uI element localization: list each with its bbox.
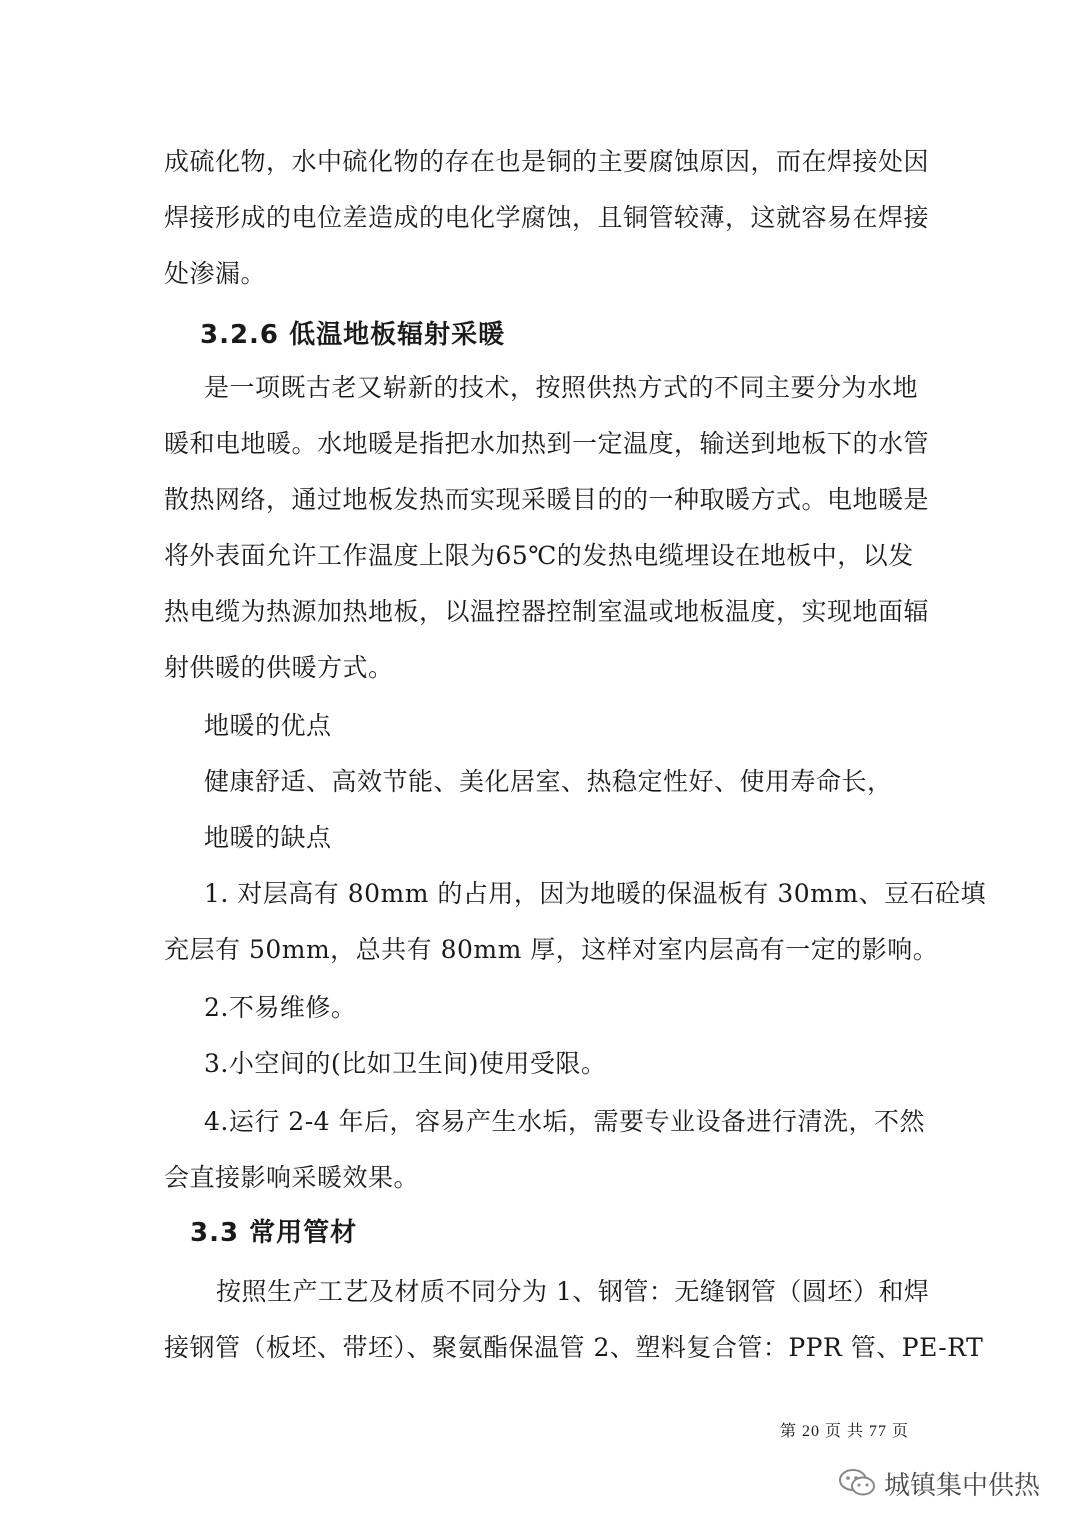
section-heading-3-2-6: 3.2.6 低温地板辐射采暖 (200, 320, 506, 350)
advantages-list (204, 754, 960, 810)
disadvantage-2 (164, 980, 920, 1036)
text-line: 按照生产工艺及材质不同分为 1、钢管：无缝钢管（圆坯）和焊 (216, 1277, 930, 1306)
text-line: 将外表面允许工作温度上限为65℃的发热电缆埋设在地板中，以发 (164, 541, 914, 570)
section-heading-3-3: 3.3 常用管材 (190, 1218, 358, 1248)
text-line: 成硫化物，水中硫化物的存在也是铜的主要腐蚀原因，而在焊接处因 (164, 147, 930, 176)
text-line: 2.不易维修。 (204, 993, 357, 1022)
text-line: 健康舒适、高效节能、美化居室、热稳定性好、使用寿命长， (204, 767, 893, 796)
text-line: 处渗漏。 (164, 259, 267, 288)
text-line: 散热网络，通过地板发热而实现采暖目的的一种取暖方式。电地暖是 (164, 485, 930, 514)
wechat-icon (838, 1467, 876, 1499)
disadvantage-4 (164, 1094, 926, 1206)
disadvantage-3 (164, 1036, 920, 1092)
intro-paragraph (164, 134, 930, 302)
text-line: 焊接形成的电位差造成的电化学腐蚀，且铜管较薄，这就容易在焊接 (164, 203, 930, 232)
disadvantage-1 (164, 866, 987, 978)
section-3-3-paragraph (164, 1264, 984, 1376)
text-line: 射供暖的供暖方式。 (164, 653, 394, 682)
text-line: 地暖的缺点 (204, 823, 332, 852)
section-3-2-6-paragraph (164, 360, 930, 696)
text-line: 4.运行 2-4 年后，容易产生水垢，需要专业设备进行清洗，不然 (204, 1107, 926, 1136)
text-line: 3.小空间的(比如卫生间)使用受限。 (204, 1049, 607, 1078)
text-line: 是一项既古老又崭新的技术，按照供热方式的不同主要分为水地 (204, 373, 919, 402)
text-line: 暖和电地暖。水地暖是指把水加热到一定温度，输送到地板下的水管 (164, 429, 930, 458)
page-number: 第 20 页 共 77 页 (780, 1423, 910, 1440)
watermark-text: 城镇集中供热 (884, 1470, 1041, 1501)
text-line: 地暖的优点 (204, 711, 332, 740)
text-line: 1. 对层高有 80mm 的占用，因为地暖的保温板有 30mm、豆石砼填 (204, 879, 987, 908)
text-line: 充层有 50mm，总共有 80mm 厚，这样对室内层高有一定的影响。 (164, 935, 939, 964)
advantages-heading (204, 698, 960, 754)
disadvantages-heading (204, 810, 960, 866)
text-line: 热电缆为热源加热地板，以温控器控制室温或地板温度，实现地面辐 (164, 597, 930, 626)
text-line: 会直接影响采暖效果。 (164, 1163, 420, 1192)
text-line: 接钢管（板坯、带坯）、聚氨酯保温管 2、塑料复合管：PPR 管、PE-RT (164, 1333, 984, 1362)
watermark (838, 1463, 1040, 1503)
